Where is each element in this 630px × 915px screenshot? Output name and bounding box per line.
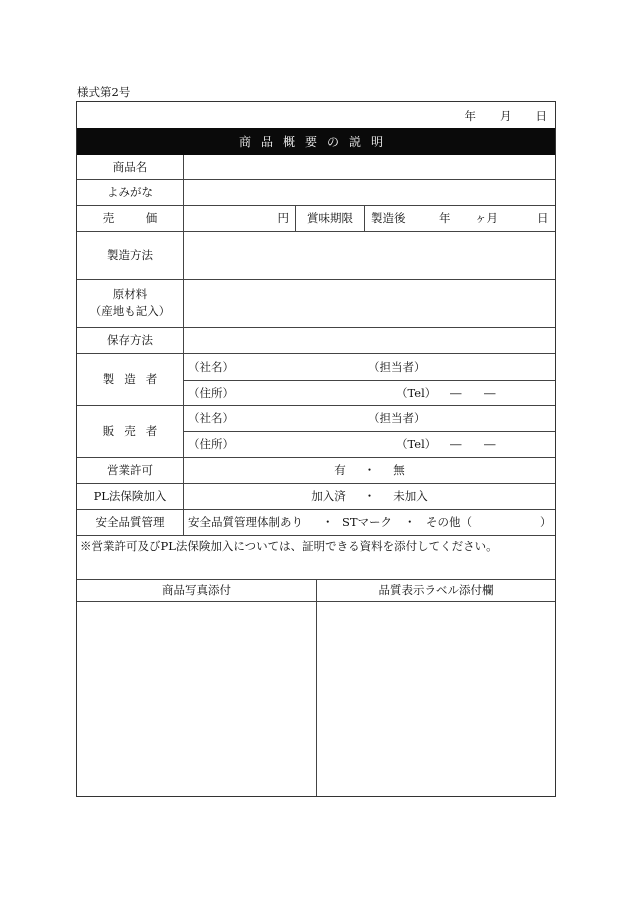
price-label <box>77 205 183 231</box>
manufacturer-label <box>77 353 183 405</box>
safety-opt1[interactable]: 安全品質管理体制あり <box>188 515 303 529</box>
form-number: 様式第2号 <box>77 85 131 99</box>
product-overview-form <box>76 101 556 797</box>
seller-company-label: （社名） <box>188 411 234 425</box>
date-month: 月 <box>500 109 512 123</box>
manufacturer-label-text: 製造者 <box>102 371 168 386</box>
manufacturer-person-label: （担当者） <box>368 359 426 374</box>
price-label-text: 売 価 <box>102 210 168 225</box>
manufacturer-address-label: （住所） <box>188 385 234 400</box>
best-before-year: 年 <box>439 211 451 225</box>
date-year: 年 <box>464 109 476 123</box>
pl-insurance-options <box>184 483 555 509</box>
materials-label <box>77 279 183 327</box>
seller-address-field[interactable] <box>184 431 555 457</box>
safety-sep2: ・ <box>404 515 416 529</box>
form-title: 商品概要の説明 <box>238 135 393 149</box>
best-before-field[interactable] <box>365 205 555 231</box>
pl-separator: ・ <box>363 489 376 503</box>
safety-opt3[interactable]: その他（ <box>426 515 472 529</box>
seller-person-label: （担当者） <box>368 411 426 425</box>
manufacturer-company-label: （社名） <box>188 359 234 374</box>
business-license-label: 営業許可 <box>107 462 153 477</box>
label-attach-label: 品質表示ラベル添付欄 <box>378 583 494 597</box>
safety-label: 安全品質管理 <box>95 514 165 529</box>
seller-tel-label: （Tel） <box>396 437 437 451</box>
product-name-label: 商品名 <box>112 159 148 174</box>
method-field[interactable] <box>184 231 555 279</box>
method-label: 製造方法 <box>107 247 153 262</box>
safety-sep1: ・ <box>322 515 334 529</box>
seller-tel-dash2: ― <box>484 437 496 451</box>
best-before-day: 日 <box>537 211 549 225</box>
pl-joined-option[interactable]: 加入済 <box>311 489 346 503</box>
license-no-option[interactable]: 無 <box>393 463 405 477</box>
date-day: 日 <box>535 109 547 123</box>
price-field[interactable] <box>184 205 295 231</box>
reading-field[interactable] <box>184 179 555 205</box>
seller-company-field[interactable] <box>184 405 555 431</box>
manufacturer-tel-label: （Tel） <box>396 385 437 400</box>
materials-label-line2: （産地も記入） <box>89 304 171 318</box>
seller-label-text: 販売者 <box>102 423 168 438</box>
yen-unit: 円 <box>277 211 289 225</box>
pl-insurance-label: PL法保険加入 <box>93 488 167 503</box>
after-manufacture: 製造後 <box>371 211 406 225</box>
label-attach-area[interactable] <box>317 602 555 796</box>
note-text: ※営業許可及びPL法保険加入については、証明できる資料を添付してください。 <box>80 539 498 553</box>
best-before-label: 賞味期限 <box>307 211 353 225</box>
photo-attach-label: 商品写真添付 <box>162 583 231 597</box>
license-yes-option[interactable]: 有 <box>334 463 346 477</box>
manufacturer-tel-dash2: ― <box>484 385 496 400</box>
safety-opt2[interactable]: STマーク <box>342 515 393 529</box>
safety-options <box>184 509 555 535</box>
storage-field[interactable] <box>184 327 555 353</box>
photo-attach-area[interactable] <box>77 602 316 796</box>
manufacturer-company-field[interactable] <box>184 353 555 380</box>
materials-label-line1: 原材料 <box>112 287 148 302</box>
date-line <box>465 108 548 124</box>
license-separator: ・ <box>363 463 376 477</box>
title-bar <box>77 128 555 155</box>
product-name-field[interactable] <box>184 155 555 179</box>
pl-not-joined-option[interactable]: 未加入 <box>393 489 428 503</box>
seller-tel-dash1: ― <box>450 437 462 451</box>
safety-close: ） <box>540 515 552 529</box>
manufacturer-address-field[interactable] <box>184 380 555 405</box>
manufacturer-tel-dash1: ― <box>450 385 462 400</box>
materials-field[interactable] <box>184 279 555 327</box>
storage-label: 保存方法 <box>107 332 153 347</box>
best-before-month: ヶ月 <box>475 211 498 225</box>
seller-label <box>77 405 183 457</box>
business-license-options <box>184 457 555 483</box>
reading-label: よみがな <box>107 184 153 199</box>
seller-address-label: （住所） <box>188 437 234 451</box>
